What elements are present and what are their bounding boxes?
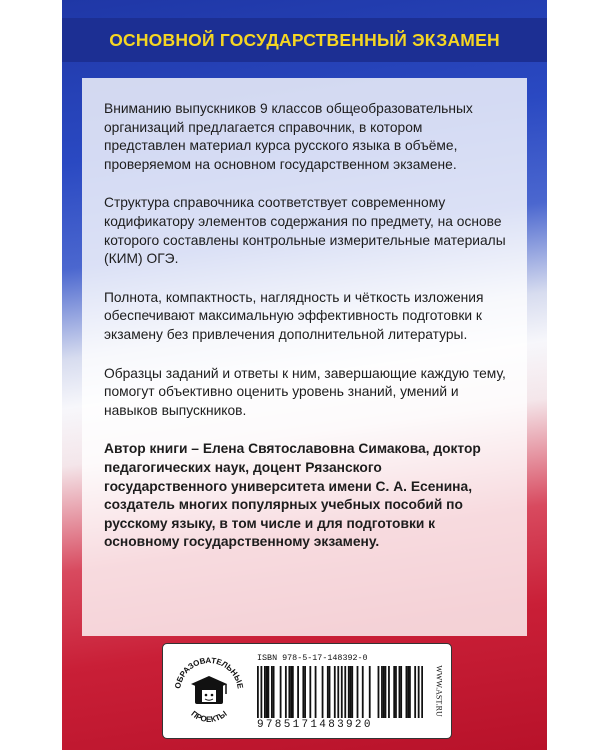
barcode-bar xyxy=(414,666,416,718)
barcode-bar xyxy=(266,666,268,718)
barcode-bar xyxy=(304,666,306,718)
barcode-bar xyxy=(285,666,287,718)
barcode-bar xyxy=(381,666,383,718)
barcode-bar xyxy=(322,666,324,718)
barcode-bar xyxy=(309,666,311,718)
annotation-paragraph: Образцы заданий и ответы к ним, завершающие каждую тему, помогут объективно оценить уровень знаний, умений и навыков выпускников. xyxy=(104,365,506,418)
barcode xyxy=(257,666,423,718)
barcode-bar xyxy=(344,666,346,718)
barcode-bar xyxy=(280,666,282,718)
barcode-bar xyxy=(315,666,317,718)
annotation-paragraph: Вниманию выпускников 9 классов общеобразовательных организаций предлагается справочник, в котором представлен материал курса русского языка в объёме, проверяемом на основном государственном экзамене. xyxy=(104,101,473,172)
barcode-bar xyxy=(407,666,409,718)
barcode-bar xyxy=(393,666,395,718)
annotation-paragraph: Структура справочника соответствует современному кодификатору элементов содержания по предмету, на основе которого составлены контрольные измерительные материалы (КИМ) ОГЭ. xyxy=(104,195,506,267)
barcode-bar xyxy=(406,666,408,718)
publisher-website: WWW.AST.RU xyxy=(434,665,444,717)
barcode-bar xyxy=(357,666,359,718)
barcode-bar xyxy=(395,666,397,718)
barcode-bar xyxy=(369,666,371,718)
svg-text:ПРОЕКТЫ xyxy=(189,709,228,724)
barcode-bar xyxy=(327,666,329,718)
barcode-bar xyxy=(292,666,294,718)
barcode-bar xyxy=(264,666,266,718)
barcode-bar xyxy=(341,666,343,718)
series-title: ОСНОВНОЙ ГОСУДАРСТВЕННЫЙ ЭКЗАМЕН xyxy=(109,29,500,50)
annotation-paragraph: Полнота, компактность, наглядность и чёткость изложения обеспечивают максимальную эффективность подготовки к экзамену без привлечения дополнительной литературы. xyxy=(104,289,484,342)
barcode-bar xyxy=(383,666,385,718)
barcode-bar xyxy=(362,666,364,718)
barcode-bar xyxy=(288,666,290,718)
barcode-digits: 9785171483920 xyxy=(257,719,373,731)
barcode-bar xyxy=(350,666,352,718)
barcode-bar xyxy=(348,666,350,718)
logo-top-text: ОБРАЗОВАТЕЛЬНЫЕ xyxy=(173,655,245,690)
barcode-bar xyxy=(337,666,339,718)
barcode-bar xyxy=(400,666,402,718)
barcode-bar xyxy=(334,666,336,718)
isbn-label: ISBN 978-5-17-148392-0 xyxy=(257,653,368,663)
barcode-bar xyxy=(385,666,387,718)
barcode-bar xyxy=(399,666,401,718)
barcode-bar xyxy=(260,666,262,718)
annotation-text-box xyxy=(82,78,527,636)
barcode-bar xyxy=(351,666,353,718)
barcode-bar xyxy=(267,666,269,718)
publisher-logo xyxy=(169,648,249,734)
barcode-bar xyxy=(378,666,380,718)
publisher-barcode-panel xyxy=(162,643,452,739)
barcode-bar xyxy=(418,666,420,718)
barcode-bar xyxy=(257,666,259,718)
author-paragraph: Автор книги – Елена Святославовна Симакова, доктор педагогических наук, доцент Рязанского государственного университета имени С. А. Есенина, создатель многих популярных учебных пособий по русскому языку, в том числе и для подготовки к основному государственному экзамену. xyxy=(104,441,481,550)
graduate-cap-icon xyxy=(191,676,227,704)
barcode-bar xyxy=(273,666,275,718)
barcode-bar xyxy=(409,666,411,718)
book-back-cover xyxy=(62,0,547,750)
series-banner xyxy=(62,18,547,62)
barcode-bar xyxy=(329,666,331,718)
barcode-bar xyxy=(302,666,304,718)
logo-bottom-text: ПРОЕКТЫ xyxy=(189,709,229,725)
barcode-bar xyxy=(290,666,292,718)
barcode-bar xyxy=(421,666,423,718)
barcode-bar xyxy=(297,666,299,718)
barcode-bar xyxy=(271,666,273,718)
barcode-bar xyxy=(388,666,390,718)
